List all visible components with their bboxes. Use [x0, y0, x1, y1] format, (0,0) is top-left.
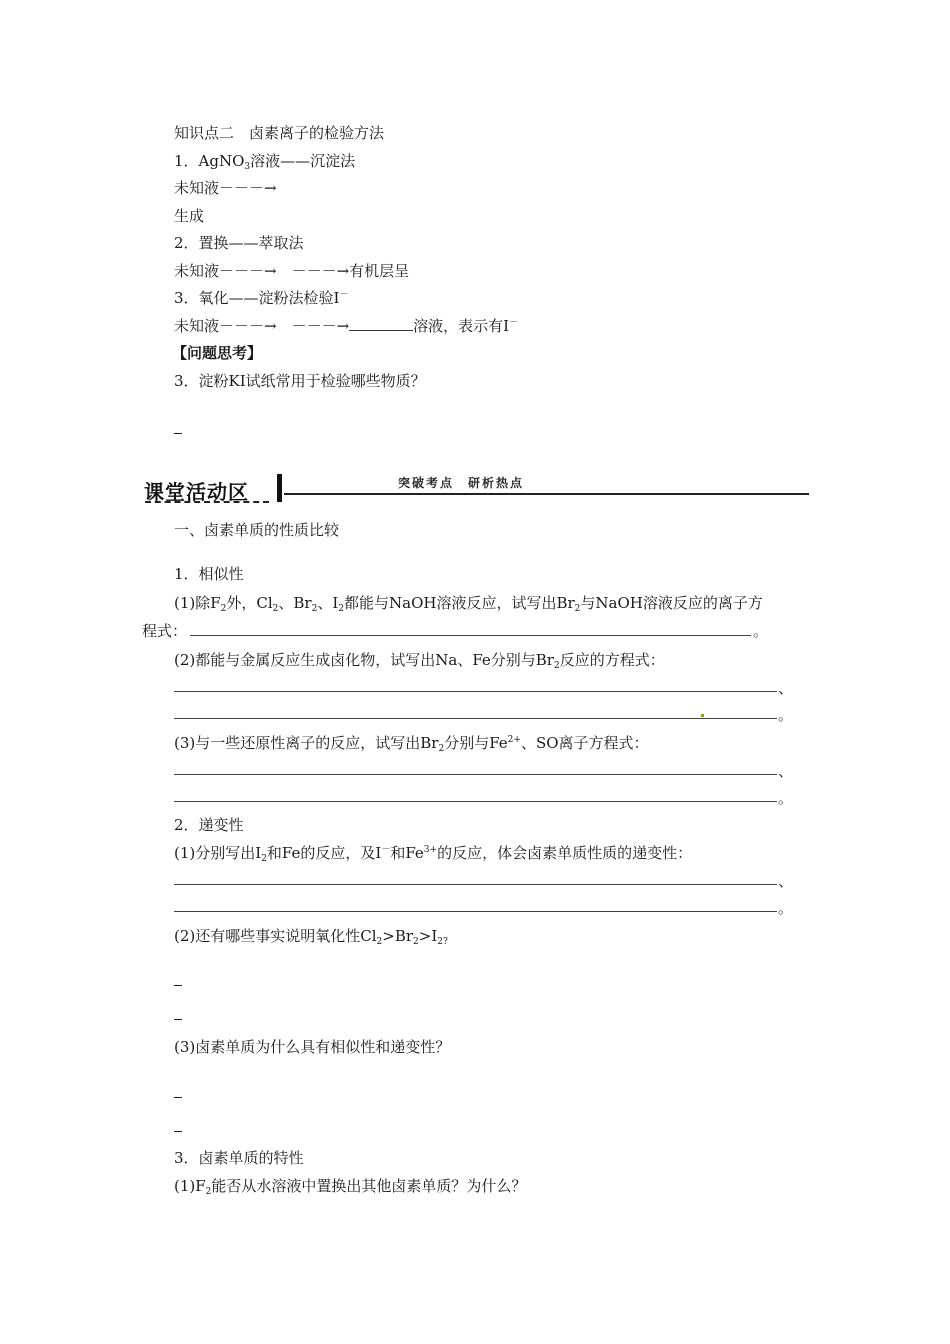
- special-title: 3．卤素单质的特性: [174, 1149, 304, 1167]
- comma: 、: [778, 872, 794, 890]
- answer-line[interactable]: [174, 801, 777, 802]
- question-1-3: (3)与一些还原性离子的反应，试写出$Br_2$分别与$Fe^{2+}$、SO离子方程式：: [174, 734, 649, 754]
- banner-rule: [284, 493, 809, 495]
- method-1: 1．AgNO$_3$溶液——沉淀法: [174, 152, 356, 172]
- method-2: 2．置换——萃取法: [174, 234, 304, 252]
- unknown-liquid-arrow-3: 未知液－－－→ －－－→ 溶液，表示有I－: [174, 317, 519, 335]
- question-tag: 【问题思考】: [172, 344, 263, 362]
- answer-line[interactable]: [174, 911, 777, 912]
- banner-dash-underline: [145, 501, 269, 503]
- period: 。: [778, 899, 794, 917]
- answer-dash: [174, 1131, 182, 1132]
- answer-line[interactable]: [174, 718, 777, 719]
- answer-blank[interactable]: [349, 316, 413, 331]
- unknown-liquid-arrow-2: 未知液－－－→ －－－→有机层呈: [174, 262, 410, 280]
- period: 。: [778, 706, 794, 724]
- method-3: 3．氧化——淀粉法检验I－: [174, 289, 349, 307]
- answer-line[interactable]: [174, 884, 777, 885]
- marker-dot: [701, 714, 704, 717]
- period: 。: [778, 789, 794, 807]
- gradation-title: 2．递变性: [174, 816, 244, 834]
- banner-bar: [277, 474, 282, 502]
- comma: 、: [778, 679, 794, 697]
- similarity-title: 1．相似性: [174, 565, 244, 583]
- question-3: 3．淀粉KI试纸常用于检验哪些物质？: [174, 372, 426, 390]
- part-heading: 一、卤素单质的性质比较: [174, 521, 340, 539]
- answer-line[interactable]: [174, 691, 777, 692]
- section-heading: 知识点二 卤素离子的检验方法: [174, 124, 385, 142]
- question-3-1: $(1)F_2$能否从水溶液中置换出其他卤素单质？为什么？: [174, 1177, 527, 1197]
- answer-dash: [174, 1019, 182, 1020]
- answer-dash: [174, 433, 182, 434]
- banner-title: 课堂活动区: [144, 480, 249, 504]
- question-1-1-cont: 程式：: [142, 622, 188, 640]
- banner-subtitle: 突破考点 研析热点: [398, 476, 525, 490]
- answer-dash: [174, 1097, 182, 1098]
- answer-line[interactable]: [190, 635, 751, 636]
- period: 。: [753, 622, 769, 640]
- question-1-1: (1)除$F_2$外，$Cl_2$、$Br_2$、$I_2$都能与NaOH溶液反应，试写出$Br_2$与NaOH溶液反应的离子方: [174, 594, 763, 614]
- question-2-2: (2)还有哪些事实说明氧化性$Cl_2>Br_2>I_{2?}$: [174, 927, 448, 947]
- generate-text: 生成: [174, 207, 205, 225]
- answer-dash: [174, 985, 182, 986]
- question-1-2: (2)都能与金属反应生成卤化物，试写出Na、Fe分别与$Br_2$反应的方程式：: [174, 651, 665, 671]
- question-2-1: (1)分别写出$I_2$和Fe的反应，及I－和$Fe^{3+}$的反应，体会卤素单质性质的递变性：: [174, 844, 693, 864]
- comma: 、: [778, 762, 794, 780]
- unknown-liquid-arrow-1: 未知液－－－→: [174, 179, 277, 197]
- answer-line[interactable]: [174, 774, 777, 775]
- question-2-3: (3)卤素单质为什么具有相似性和递变性？: [174, 1038, 451, 1056]
